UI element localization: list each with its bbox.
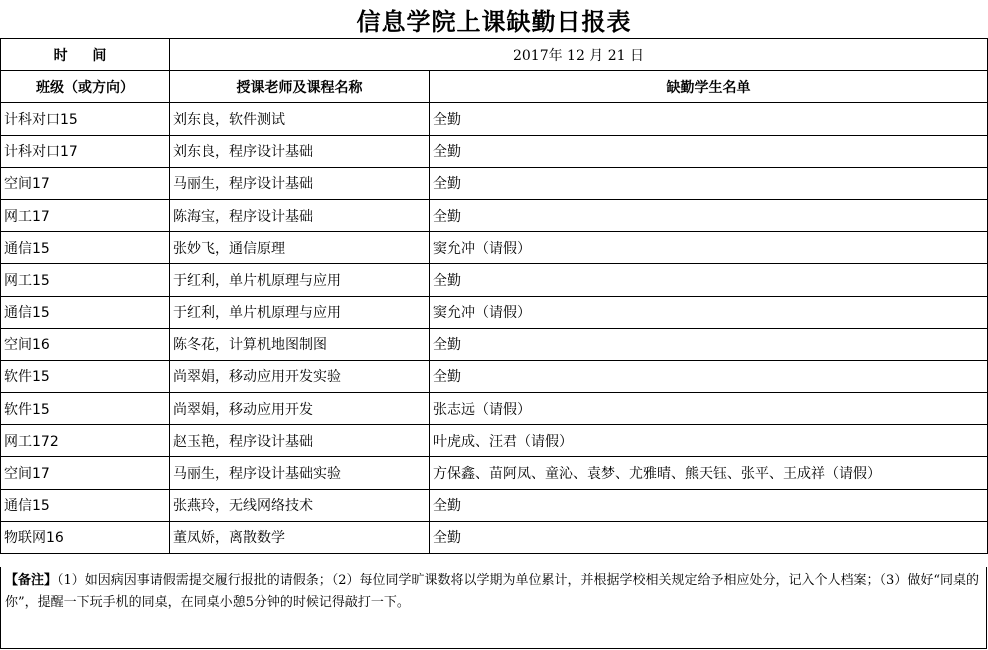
time-label: 时 间 xyxy=(1,39,170,71)
table-row xyxy=(1,328,988,360)
table-row xyxy=(1,521,988,553)
cell-class: 计科对口17 xyxy=(1,135,170,167)
cell-teacher: 赵玉艳，程序设计基础 xyxy=(170,425,430,457)
cell-teacher: 张燕玲，无线网络技术 xyxy=(170,489,430,521)
report-date: 2017年 12 月 21 日 xyxy=(170,39,988,71)
cell-teacher: 尚翠娟，移动应用开发实验 xyxy=(170,360,430,392)
cell-teacher: 陈海宝，程序设计基础 xyxy=(170,199,430,231)
table-row xyxy=(1,457,988,489)
cell-teacher: 刘东良，程序设计基础 xyxy=(170,135,430,167)
table-row xyxy=(1,393,988,425)
col-header-teacher: 授课老师及课程名称 xyxy=(170,71,430,103)
cell-absent: 窦允冲（请假） xyxy=(430,232,988,264)
remarks-text: （1）如因病因事请假需提交履行报批的请假条；（2）每位同学旷课数将以学期为单位累计，并根据学校相关规定给予相应处分，记入个人档案；（3）做好“同桌的你”，提醒一下玩手机的同桌，在同桌小憩5分钟的时候记得敲打一下。 xyxy=(5,573,979,610)
cell-absent: 窦允冲（请假） xyxy=(430,296,988,328)
cell-teacher: 陈冬花，计算机地图制图 xyxy=(170,328,430,360)
cell-teacher: 于红利，单片机原理与应用 xyxy=(170,296,430,328)
table-row xyxy=(1,167,988,199)
table-row xyxy=(1,199,988,231)
table-row xyxy=(1,296,988,328)
col-header-class: 班级（或方向） xyxy=(1,71,170,103)
cell-absent: 全勤 xyxy=(430,521,988,553)
cell-absent: 全勤 xyxy=(430,167,988,199)
attendance-table xyxy=(0,38,988,554)
cell-class: 软件15 xyxy=(1,360,170,392)
cell-absent: 全勤 xyxy=(430,328,988,360)
cell-class: 网工15 xyxy=(1,264,170,296)
cell-class: 软件15 xyxy=(1,393,170,425)
table-row xyxy=(1,489,988,521)
cell-teacher: 刘东良，软件测试 xyxy=(170,103,430,135)
cell-absent: 叶虎成、汪君（请假） xyxy=(430,425,988,457)
cell-absent: 全勤 xyxy=(430,360,988,392)
table-row xyxy=(1,360,988,392)
cell-teacher: 于红利，单片机原理与应用 xyxy=(170,264,430,296)
cell-class: 物联网16 xyxy=(1,521,170,553)
cell-teacher: 董凤娇，离散数学 xyxy=(170,521,430,553)
cell-teacher: 马丽生，程序设计基础实验 xyxy=(170,457,430,489)
cell-absent: 全勤 xyxy=(430,103,988,135)
cell-teacher: 马丽生，程序设计基础 xyxy=(170,167,430,199)
table-row xyxy=(1,232,988,264)
cell-class: 通信15 xyxy=(1,296,170,328)
column-header-row xyxy=(1,71,988,103)
cell-class: 空间17 xyxy=(1,457,170,489)
cell-class: 通信15 xyxy=(1,489,170,521)
cell-class: 空间16 xyxy=(1,328,170,360)
cell-absent: 张志远（请假） xyxy=(430,393,988,425)
col-header-absent: 缺勤学生名单 xyxy=(430,71,988,103)
cell-class: 计科对口15 xyxy=(1,103,170,135)
table-row xyxy=(1,135,988,167)
table-row xyxy=(1,103,988,135)
remarks xyxy=(0,567,987,649)
remarks-label: 【备注】 xyxy=(5,573,58,588)
cell-absent: 全勤 xyxy=(430,135,988,167)
cell-class: 通信15 xyxy=(1,232,170,264)
cell-absent: 全勤 xyxy=(430,199,988,231)
cell-class: 网工172 xyxy=(1,425,170,457)
time-row xyxy=(1,39,988,71)
report-title: 信息学院上课缺勤日报表 xyxy=(356,6,632,36)
cell-absent: 全勤 xyxy=(430,489,988,521)
cell-teacher: 尚翠娟，移动应用开发 xyxy=(170,393,430,425)
cell-absent: 方保鑫、苗阿凤、童沁、袁梦、尤雅晴、熊天钰、张平、王成祥（请假） xyxy=(430,457,988,489)
cell-teacher: 张妙飞，通信原理 xyxy=(170,232,430,264)
table-row xyxy=(1,425,988,457)
cell-class: 网工17 xyxy=(1,199,170,231)
table-row xyxy=(1,264,988,296)
cell-absent: 全勤 xyxy=(430,264,988,296)
cell-class: 空间17 xyxy=(1,167,170,199)
